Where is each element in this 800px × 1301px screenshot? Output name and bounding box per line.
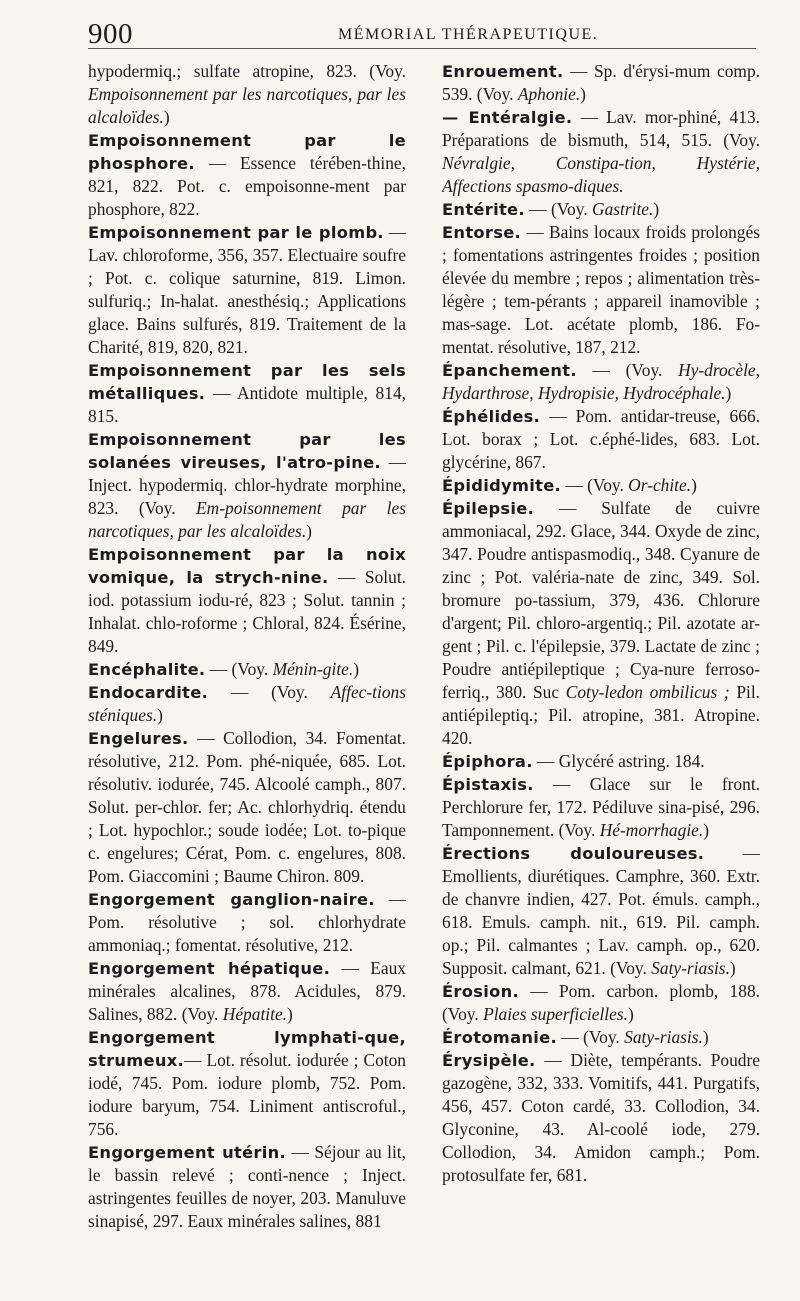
- cross-reference: Aphonie.: [517, 84, 581, 104]
- entry-text: — Lav. mor-phiné, 413. Préparations de bismuth, 514, 515. (Voy.: [442, 107, 760, 150]
- entry-text: — Eaux minérales alcalines, 878. Acidules, 879. Salines, 882. (Voy.: [88, 958, 406, 1024]
- index-entry: [88, 428, 406, 543]
- entry-text-end: ): [580, 84, 586, 104]
- entry-text-end: ): [691, 475, 697, 495]
- index-entry: [442, 221, 760, 359]
- entry-text: — Pom. antidar-treuse, 666. Lot. borax ; Lot. c.éphé-lides, 683. Lot. glycérine, 867.: [442, 406, 760, 472]
- index-column-right: [442, 60, 760, 1290]
- entry-text-end: Pil. antiépileptiq.; Pil. atropine, 381. Atropine. 420.: [442, 682, 760, 748]
- index-entry: [88, 129, 406, 221]
- running-title: MÉMORIAL THÉRAPEUTIQUE.: [338, 26, 599, 43]
- entry-text: — Essence térében-thine, 821, 822. Pot. c. empoisonne-ment par phosphore, 822.: [88, 153, 406, 219]
- index-term: Épiphora.: [442, 752, 533, 771]
- index-term: Engorgement hépatique.: [88, 959, 331, 978]
- index-term: Empoisonnement par les sels métalliques.: [88, 361, 406, 403]
- index-entry: [442, 405, 760, 474]
- entry-text: — Solut. iod. potassium iodu-ré, 823 ; Solut. tannin ; Inhalat. chlo-roforme ; Chloral, 824. Ésérine, 849.: [88, 567, 406, 656]
- index-entry: [442, 359, 760, 405]
- entry-text: — Inject. hypodermiq. chlor-hydrate morphine, 823. (Voy.: [88, 452, 406, 518]
- entry-text-end: ): [287, 1004, 293, 1024]
- cross-reference: Plaies superficielles.: [483, 1004, 628, 1024]
- entry-text: — Collodion, 34. Fomentat. résolutive, 212. Pom. phé-niquée, 685. Lot. résolutiv. iodurée, 745. Alcoolé camph., 807. Solut. per-chlor. fer; Ac. chlorhydriq. étendu ; Lot. hypochlor.; soude iodée; Lot. to-pique c. engelures; Cérat, Pom. c. engelures, 808. Pom. Giaccomini ; Baume Chiron. 809.: [88, 728, 406, 886]
- index-entry: [442, 750, 760, 773]
- index-term: Épistaxis.: [442, 775, 534, 794]
- index-entry: [88, 543, 406, 658]
- index-term: Épididymite.: [442, 476, 562, 495]
- entry-text-end: ): [157, 705, 163, 725]
- index-entry: [88, 1141, 406, 1233]
- index-column-left: [88, 60, 406, 1290]
- cross-reference: Empoisonnement par les narcotiques, par les alcaloïdes.: [88, 84, 406, 127]
- cross-reference: Gastrite.: [592, 199, 654, 219]
- entry-text: — Glycéré astring. 184.: [532, 751, 705, 771]
- entry-text-end: ): [627, 1004, 634, 1024]
- cross-reference: Hé-morrhagie.: [599, 820, 704, 840]
- index-term: Empoisonnement par la noix vomique, la strych-nine.: [88, 545, 406, 587]
- index-term: Encéphalite.: [88, 660, 206, 679]
- entry-text: — (Voy.: [208, 682, 331, 702]
- entry-text: — Pom. résolutive ; sol. chlorhydrate ammoniaq.; fomentat. résolutive, 212.: [88, 889, 406, 955]
- entry-text: — Sulfate de cuivre ammoniacal, 292. Glace, 344. Oxyde de zinc, 347. Poudre antispasmodiq., 348. Cyanure de zinc ; Pot. valéria-nate de zinc, 349. Sol. bromure po-tassium, 379, 436. Chlorure d'argent; Pil. chloro-argentiq.; Pil. azotate ar-gent ; Pil. c. l'épilepsie, 379. Lactate de zinc ; Poudre antiépileptique ; Cya-nure ferroso-ferriq., 380. Suc: [442, 498, 760, 702]
- index-term: Érotomanie.: [442, 1028, 557, 1047]
- entry-text-end: ): [725, 383, 732, 403]
- entry-text-end: ): [729, 958, 736, 978]
- index-term: Érections douloureuses.: [442, 844, 705, 863]
- entry-text: — Bains locaux froids prolongés ; fomentations astringentes froides ; position élevée du membre ; repos ; alimentation très-légère ; tem-pérants ; appareil inamovible ; mas-sage. Lot. acétate plomb, 186. Fo-mentat. résolutive, 187, 212.: [442, 222, 760, 357]
- entry-text: — Lav. chloroforme, 356, 357. Electuaire soufre ; Pot. c. colique saturnine, 819. Limon. sulfuriq.; In-halat. anesthésiq.; Applications glace. Bains sulfurés, 819. Traitement de la Charité, 819, 820, 821.: [88, 222, 406, 357]
- entry-text: — (Voy.: [556, 1027, 625, 1047]
- entry-text: — (Voy.: [561, 475, 629, 495]
- index-term: Épanchement.: [442, 361, 577, 380]
- cross-reference: Or-chite.: [628, 475, 692, 495]
- entry-text-end: ): [702, 1027, 709, 1047]
- entry-text: — (Voy.: [205, 659, 273, 679]
- index-entry: [442, 1026, 760, 1049]
- index-entry: [442, 773, 760, 842]
- entry-text-end: ): [703, 820, 710, 840]
- index-term: Engelures.: [88, 729, 189, 748]
- index-term: Éphélides.: [442, 407, 541, 426]
- index-term: Endocardite.: [88, 683, 209, 702]
- index-entry: [88, 658, 406, 681]
- index-entry: [442, 980, 760, 1026]
- page-number: 900: [88, 18, 133, 50]
- entry-text: — Diète, tempérants. Poudre gazogène, 332, 333. Vomitifs, 441. Purgatifs, 456, 457. Coton cardé, 33. Collodion, 34. Glyconine, 43. Al-coolé iode, 279. Collodion, 34. Amidon camph.; Pom. protosulfate fer, 681.: [442, 1050, 760, 1185]
- entry-text: — Glace sur le front. Perchlorure fer, 172. Pédiluve sina-pisé, 296. Tamponnement. (Voy.: [442, 774, 760, 840]
- cross-reference: Em-poisonnement par les narcotiques, par les alcaloïdes.: [88, 498, 406, 541]
- entry-text: — Lot. résolut. iodurée ; Coton iodé, 745. Pom. iodure plomb, 752. Pom. iodure baryum, 754. Liniment antiscroful., 756.: [88, 1050, 406, 1139]
- index-entry: [88, 888, 406, 957]
- index-entry: [442, 1049, 760, 1187]
- entry-text-end: ): [163, 107, 170, 127]
- cross-reference: Saty-riasis.: [624, 1027, 703, 1047]
- index-term: Engorgement ganglion-naire.: [88, 890, 375, 909]
- cross-reference: Coty-ledon ombilicus ;: [565, 682, 730, 702]
- index-entry: [88, 221, 406, 359]
- index-entry: [88, 681, 406, 727]
- index-term: Empoisonnement par le phosphore.: [88, 131, 406, 173]
- index-entry: [442, 106, 760, 198]
- entry-text-end: ): [306, 521, 312, 541]
- index-term: Empoisonnement par le plomb.: [88, 223, 384, 242]
- index-entry: [442, 60, 760, 106]
- entry-text: — (Voy.: [576, 360, 679, 380]
- index-entry: [442, 842, 760, 980]
- entry-text: — Sp. d'érysi-mum comp. 539. (Voy.: [442, 61, 760, 104]
- cross-reference: Névralgie, Constipa-tion, Hystérie, Affections spasmo-diques.: [442, 153, 760, 196]
- index-term: Entorse.: [442, 223, 522, 242]
- entry-text-end: ): [353, 659, 360, 679]
- page-header: [88, 14, 756, 49]
- entry-text: — Séjour au lit, le bassin relevé ; conti-nence ; Inject. astringentes feuilles de noyer, 203. Manuluve sinapisé, 297. Eaux minérales salines, 881: [88, 1142, 406, 1231]
- index-entry: [88, 1026, 406, 1141]
- cross-reference: Hépatite.: [222, 1004, 288, 1024]
- index-entry: [442, 474, 760, 497]
- index-term: Engorgement utérin.: [88, 1143, 286, 1162]
- index-term: Érysipèle.: [442, 1051, 536, 1070]
- cross-reference: Hy-drocèle, Hydarthrose, Hydropisie, Hydrocéphale.: [442, 360, 760, 403]
- cross-reference: Saty-riasis.: [651, 958, 730, 978]
- cross-reference: Ménin-gite.: [272, 659, 354, 679]
- index-entry: [442, 198, 760, 221]
- index-entry: [88, 60, 406, 129]
- index-term: Enrouement.: [442, 62, 564, 81]
- entry-text: hypodermiq.; sulfate atropine, 823. (Voy.: [88, 61, 406, 81]
- index-term: Érosion.: [442, 982, 519, 1001]
- index-entry: [88, 957, 406, 1026]
- index-entry: [88, 727, 406, 888]
- cross-reference: Affec-tions sténiques.: [88, 682, 406, 725]
- entry-text: — Antidote multiple, 814, 815.: [88, 383, 406, 426]
- entry-text-end: ): [653, 199, 660, 219]
- index-term: Entérite.: [442, 200, 525, 219]
- index-entry: [442, 497, 760, 750]
- index-term: Engorgement lymphati-que, strumeux.: [88, 1028, 406, 1070]
- index-entry: [88, 359, 406, 428]
- entry-text: — Emollients, diurétiques. Camphre, 360. Extr. de chanvre indien, 427. Pot. émuls. camph., 618. Emuls. camph. nit., 619. Pil. camph. op.; Pil. calmantes ; Lav. camph. op., 620. Supposit. calmant, 621. (Voy.: [442, 843, 760, 978]
- index-term: — Entéralgie.: [442, 108, 573, 127]
- entry-text: — (Voy.: [524, 199, 593, 219]
- index-term: Empoisonnement par les solanées vireuses, l'atro-pine.: [88, 430, 406, 472]
- index-term: Épilepsie.: [442, 499, 535, 518]
- entry-text: — Pom. carbon. plomb, 188. (Voy.: [442, 981, 760, 1024]
